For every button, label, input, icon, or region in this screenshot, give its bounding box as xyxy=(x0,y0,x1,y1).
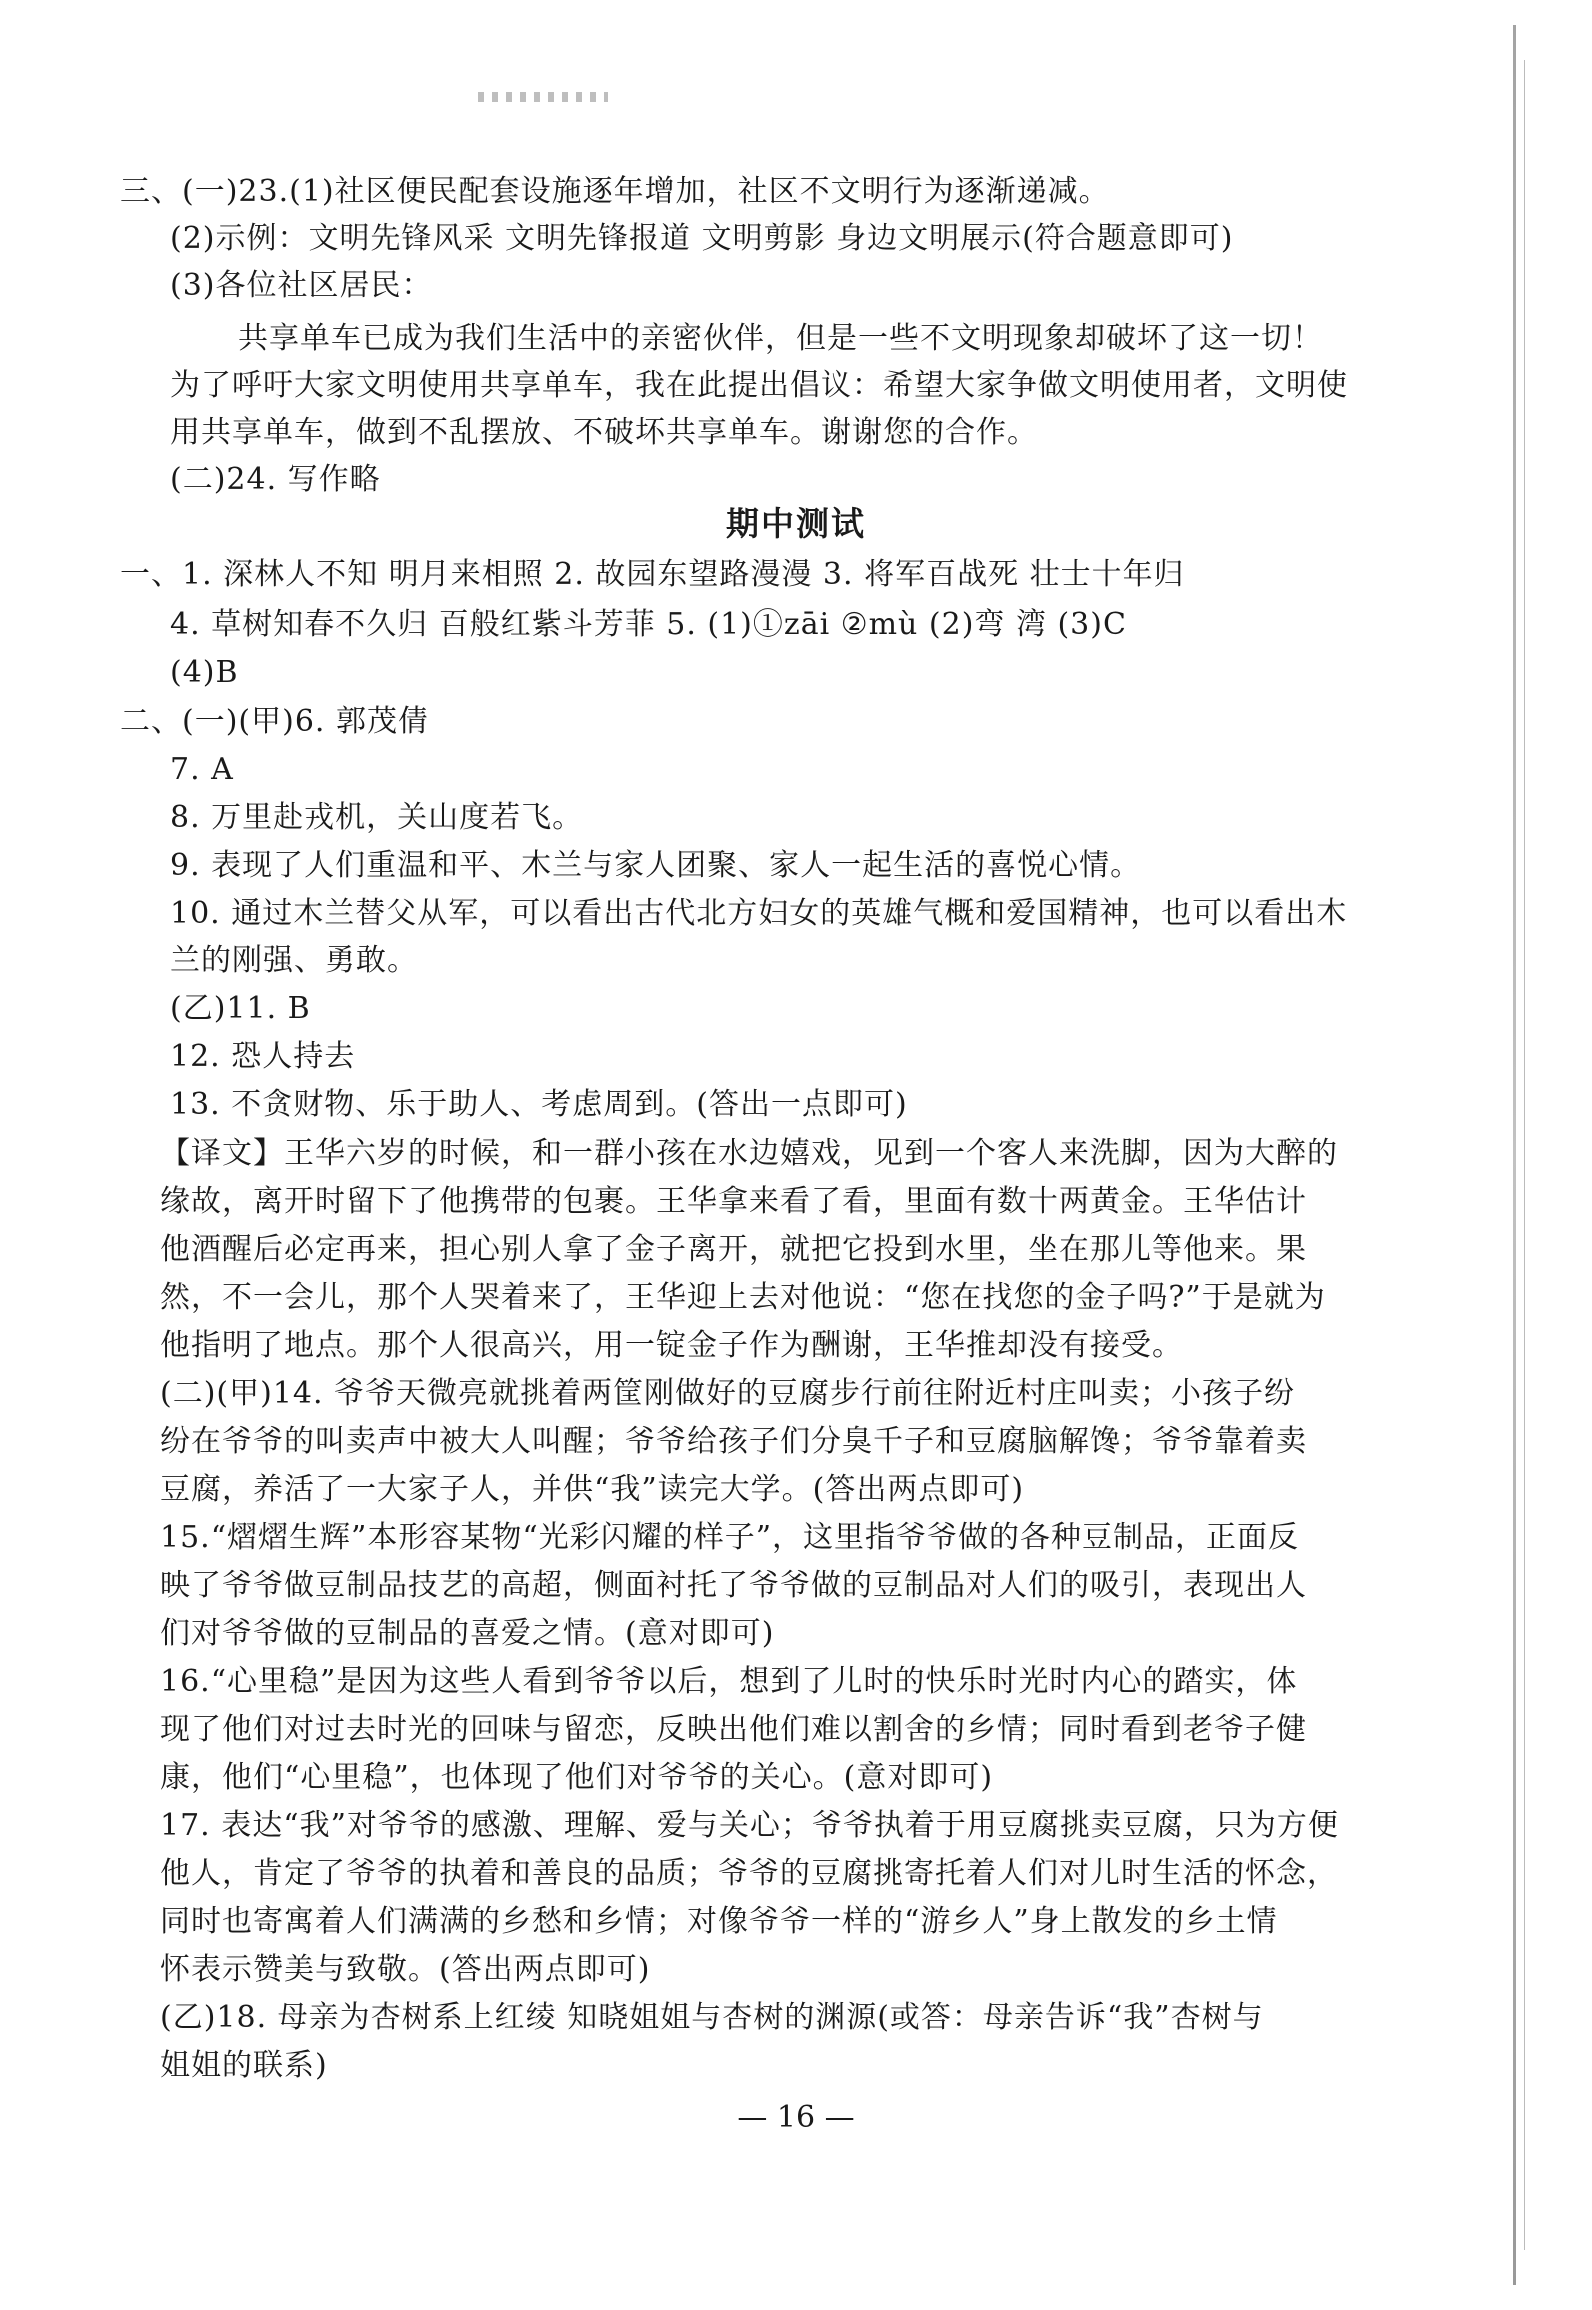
q17-answer: 同时也寄寓着人们满满的乡愁和乡情；对像爷爷一样的“游乡人”身上散发的乡土情 xyxy=(160,1904,1278,1939)
q23-part3: (3)各位社区居民： xyxy=(170,268,433,303)
q18-answer: 姐姐的联系) xyxy=(160,2048,328,2083)
q17-answer: 怀表示赞美与致敬。(答出两点即可) xyxy=(160,1952,651,1987)
scan-edge-inner xyxy=(1524,60,1525,2250)
q14-answer: (二)(甲)14. 爷爷天微亮就挑着两筐刚做好的豆腐步行前往附近村庄叫卖；小孩子纷 xyxy=(160,1376,1296,1411)
scan-edge xyxy=(1513,25,1516,2285)
q8-answer: 8. 万里赴戎机，关山度若飞。 xyxy=(170,800,584,835)
q16-answer: 16.“心里稳”是因为这些人看到爷爷以后，想到了儿时的快乐时光时内心的踏实，体 xyxy=(160,1664,1298,1699)
q10-answer: 兰的刚强、勇敢。 xyxy=(170,943,418,978)
part1-line: 4. 草树知春不久归 百般红紫斗芳菲 5. (1)①zāi ②mù (2)弯 湾 (3)C xyxy=(170,607,1127,642)
q10-answer: 10. 通过木兰替父从军，可以看出古代北方妇女的英雄气概和爱国精神，也可以看出木 xyxy=(170,896,1348,931)
q14-answer: 豆腐，养活了一大家子人，并供“我”读完大学。(答出两点即可) xyxy=(160,1472,1025,1507)
q18-answer: (乙)18. 母亲为杏树系上红绫 知晓姐姐与杏树的渊源(或答：母亲告诉“我”杏树与 xyxy=(160,2000,1264,2035)
section-title: 期中测试 xyxy=(726,504,866,543)
q17-answer: 17. 表达“我”对爷爷的感激、理解、爱与关心；爷爷执着于用豆腐挑卖豆腐，只为方便 xyxy=(160,1808,1339,1843)
q12-answer: 12. 恐人持去 xyxy=(170,1039,356,1074)
q23-part1: 三、(一)23.(1)社区便民配套设施逐年增加，社区不文明行为逐渐递减。 xyxy=(120,174,1110,209)
part1-line: (4)B xyxy=(170,655,239,690)
proposal-line: 用共享单车，做到不乱摆放、不破坏共享单车。谢谢您的合作。 xyxy=(170,415,1038,450)
scan-smudge xyxy=(478,92,608,102)
q17-answer: 他人，肯定了爷爷的执着和善良的品质；爷爷的豆腐挑寄托着人们对儿时生活的怀念， xyxy=(160,1856,1338,1891)
q15-answer: 映了爷爷做豆制品技艺的高超，侧面衬托了爷爷做的豆制品对人们的吸引，表现出人 xyxy=(160,1568,1307,1603)
q7-answer: 7. A xyxy=(170,752,234,787)
q16-answer: 现了他们对过去时光的回味与留恋，反映出他们难以割舍的乡情；同时看到老爷子健 xyxy=(160,1712,1307,1747)
q15-answer: 们对爷爷做的豆制品的喜爱之情。(意对即可) xyxy=(160,1616,775,1651)
q9-answer: 9. 表现了人们重温和平、木兰与家人团聚、家人一起生活的喜悦心情。 xyxy=(170,848,1142,883)
page-number: — 16 — xyxy=(737,2100,855,2135)
proposal-line: 为了呼吁大家文明使用共享单车，我在此提出倡议：希望大家争做文明使用者，文明使 xyxy=(170,368,1348,403)
q14-answer: 纷在爷爷的叫卖声中被大人叫醒；爷爷给孩子们分臭千子和豆腐脑解馋；爷爷靠着卖 xyxy=(160,1424,1307,1459)
translation-line: 【译文】王华六岁的时候，和一群小孩在水边嬉戏，见到一个客人来洗脚，因为大醉的 xyxy=(160,1136,1338,1171)
q15-answer: 15.“熠熠生辉”本形容某物“光彩闪耀的样子”，这里指爷爷做的各种豆制品，正面反 xyxy=(160,1520,1300,1555)
translation-line: 他指明了地点。那个人很高兴，用一锭金子作为酬谢，王华推却没有接受。 xyxy=(160,1328,1183,1363)
q16-answer: 康，他们“心里稳”，也体现了他们对爷爷的关心。(意对即可) xyxy=(160,1760,994,1795)
q24-answer: (二)24. 写作略 xyxy=(170,462,381,497)
q11-answer: (乙)11. B xyxy=(170,991,311,1026)
part1-line: 一、1. 深林人不知 明月来相照 2. 故园东望路漫漫 3. 将军百战死 壮士十年归 xyxy=(120,557,1185,592)
translation-line: 他酒醒后必定再来，担心别人拿了金子离开，就把它投到水里，坐在那儿等他来。果 xyxy=(160,1232,1307,1267)
q23-part2: (2)示例：文明先锋风采 文明先锋报道 文明剪影 身边文明展示(符合题意即可) xyxy=(170,221,1234,256)
proposal-line: 共享单车已成为我们生活中的亲密伙伴，但是一些不文明现象却破坏了这一切！ xyxy=(238,321,1323,356)
q6-answer: 二、(一)(甲)6. 郭茂倩 xyxy=(120,704,429,739)
q13-answer: 13. 不贪财物、乐于助人、考虑周到。(答出一点即可) xyxy=(170,1087,908,1122)
translation-line: 缘故，离开时留下了他携带的包裹。王华拿来看了看，里面有数十两黄金。王华估计 xyxy=(160,1184,1307,1219)
translation-line: 然，不一会儿，那个人哭着来了，王华迎上去对他说：“您在找您的金子吗?”于是就为 xyxy=(160,1280,1326,1315)
